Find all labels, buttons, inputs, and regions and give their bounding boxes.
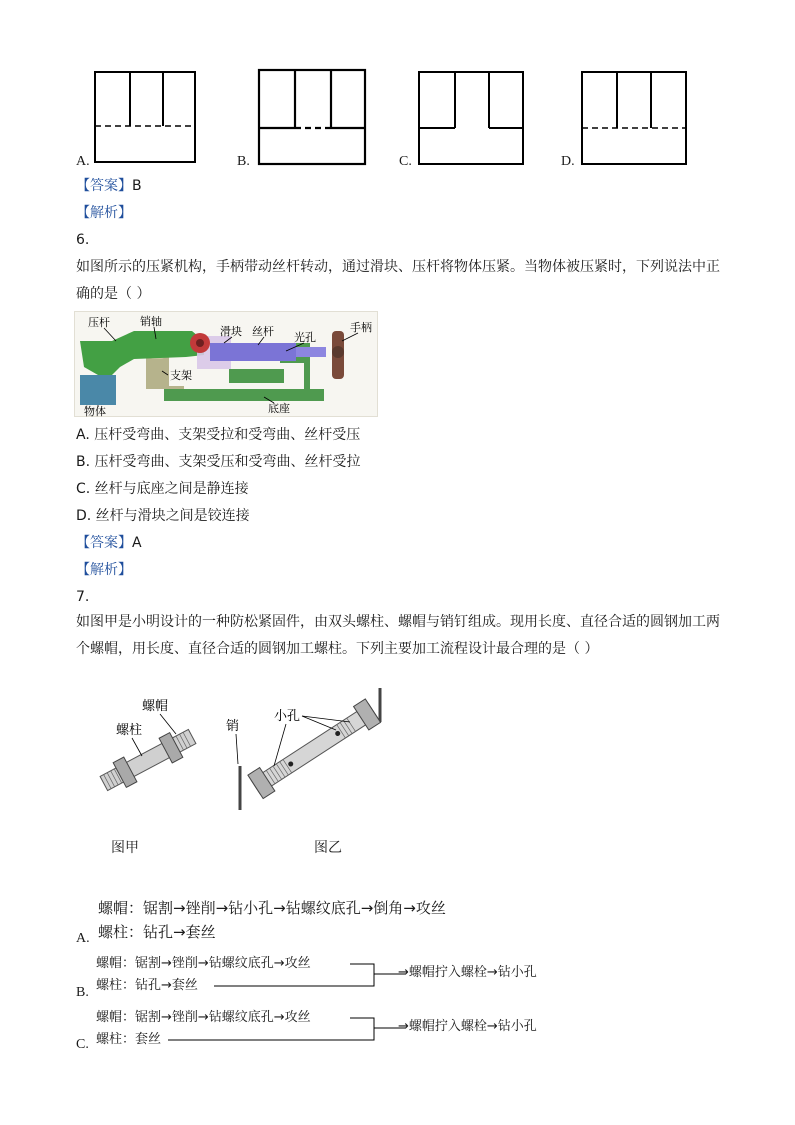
q7-option-c-merge: →螺帽拧入螺栓→钻小孔 [398,1019,537,1034]
q5-option-c-label: C. [399,154,412,169]
q7-option-b-merge: →螺帽拧入螺栓→钻小孔 [398,965,537,980]
figure-label-base: 底座 [268,402,290,415]
q6-option-b: B. 压杆受弯曲、支架受压和受弯曲、丝杆受拉 [76,454,361,470]
q6-option-a: A. 压杆受弯曲、支架受拉和受弯曲、丝杆受压 [76,427,361,443]
q7-stem-line1: 如图甲是小明设计的一种防松紧固件，由双头螺柱、螺帽与销钉组成。现用长度、直径合适的圆钢加工两 [76,614,720,630]
q7-stem-line2: 个螺帽，用长度、直径合适的圆钢加工螺柱。下列主要加工流程设计最合理的是（ ） [76,641,599,657]
view-option-d-drawing [582,72,686,164]
fig-b-label-small-hole: 小孔 [274,709,301,724]
figure-label-screw: 丝杆 [252,325,274,338]
figure-label-press-rod: 压杆 [88,316,110,329]
view-option-a-drawing [95,72,195,162]
q6-number: 6. [76,232,90,248]
figure-label-object: 物体 [84,405,106,417]
q6-answer-line [76,533,142,553]
q7-option-c-letter: C. [76,1037,89,1052]
q7-option-c-bracket [164,1014,410,1044]
q5-option-d-label: D. [561,154,575,169]
q5-option-b-label: B. [237,154,250,169]
figure-label-support: 支架 [170,369,192,382]
answer-tag: 【答案】 [76,535,132,551]
q6-press-mechanism-figure [74,311,378,417]
q7-option-a-line1: 螺帽：锯割→锉削→钻小孔→钻螺纹底孔→倒角→攻丝 [98,899,446,917]
q7-option-c-line2: 螺柱：套丝 [96,1032,162,1047]
figure-label-hole: 光孔 [294,331,316,344]
answer-tag: 【答案】 [76,178,132,194]
view-option-c-drawing [419,72,523,164]
q7-figure-a [88,690,208,805]
answer-value: A [132,535,142,551]
q7-option-b-letter: B. [76,985,89,1000]
q7-option-a-letter: A. [76,931,90,946]
fig-b-label-pin: 销 [226,719,240,734]
q7-option-a-line2: 螺柱：钻孔→套丝 [98,923,216,941]
view-option-b-drawing [259,70,365,164]
figure-label-slider: 滑块 [220,325,242,338]
q7-figure-b [222,684,388,814]
q7-option-b-line2: 螺柱：钻孔→套丝 [96,978,198,993]
q5-option-a-label: A. [76,154,90,169]
q5-analysis-tag: 【解析】 [76,205,132,221]
q6-stem-line1: 如图所示的压紧机构，手柄带动丝杆转动，通过滑块、压杆将物体压紧。当物体被压紧时，下列说法中正 [76,259,720,275]
q6-analysis-tag: 【解析】 [76,562,132,578]
q6-option-d: D. 丝杆与滑块之间是铰连接 [76,508,250,524]
q6-stem-line2: 确的是（ ） [76,286,151,302]
figure-label-handle: 手柄 [350,321,372,334]
answer-value: B [132,178,142,194]
q7-option-b-bracket [210,960,410,990]
q7-fig-b-caption: 图乙 [314,840,342,856]
q5-view-options [0,60,795,172]
q7-fig-a-caption: 图甲 [111,840,139,856]
q7-number: 7. [76,589,90,605]
q6-option-c: C. 丝杆与底座之间是静连接 [76,481,249,497]
q7-option-c-line1: 螺帽：锯割→锉削→钻螺纹底孔→攻丝 [96,1010,311,1025]
q5-answer-line [76,176,142,196]
fig-a-label-stud: 螺柱 [116,723,143,738]
q7-option-b-line1: 螺帽：锯割→锉削→钻螺纹底孔→攻丝 [96,956,311,971]
figure-label-pin: 销轴 [140,315,162,328]
fig-a-label-nut: 螺帽 [142,699,169,714]
